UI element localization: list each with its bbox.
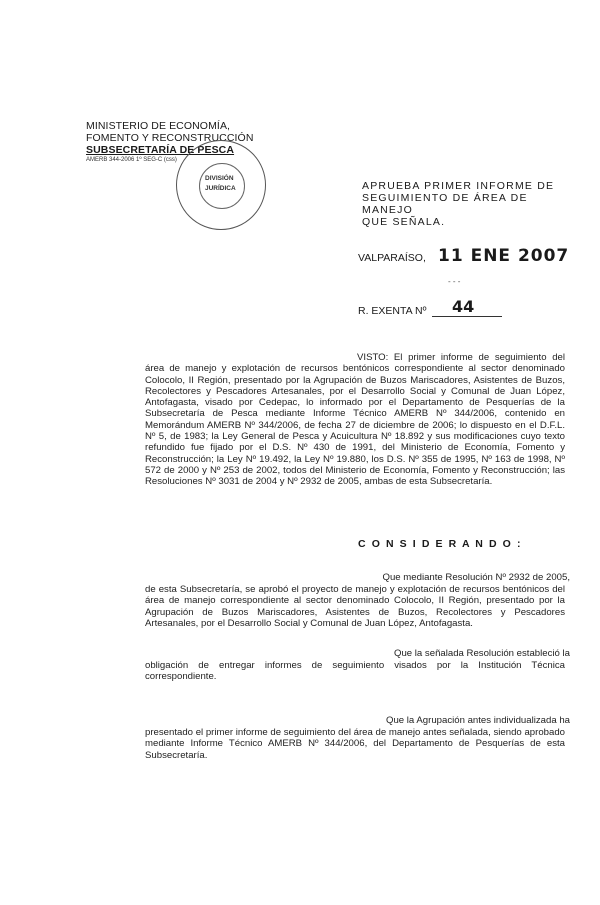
considerando-1-lead: Que mediante Resolución Nº 2932 de 2005, [382,572,570,583]
date-dash-mark: - - - [448,277,461,286]
ministry-line-1: MINISTERIO DE ECONOMÍA, [86,120,231,132]
title-line-3: QUE SEÑALA. [362,216,446,228]
considerando-2-lead: Que la señalada Resolución estableció la [394,648,570,659]
division-juridica-stamp [176,140,266,230]
resolution-title [362,180,562,228]
ministry-line-2: FOMENTO Y RECONSTRUCCIÓN [86,132,254,144]
visto-paragraph: VISTO: El primer informe de seguimiento del área de manejo y explotación de recursos bentónicos correspondiente al sector denominado Colocolo, II Región, presentado por la Agrupación de Buzos Mariscadores, Asistentes de Buzos, Recolectores y Pescadores Artesanales, por el Desarrollo Social y Comunal de Juan López, Antofagasta, visado por Cedepac, lo informado por el Departamento de Pesquerías de la Subsecretaría de Pesca mediante Informe Técnico AMERB Nº 344/2006, contenido en Memorándum AMERB Nº 344/2006, de fecha 27 de diciembre de 2006; lo dispuesto en el D.F.L. Nº 5, de 1983; la Ley General de Pesca y Acuicultura Nº 18.892 y sus modificaciones cuyo texto refundido fue fijado por el D.S. Nº 430 de 1991, del Ministerio de Economía, Fomento y Reconstrucción; la Ley Nº 19.492, la Ley Nº 19.880, los D.S. Nº 355 de 1995, Nº 163 de 1998, Nº 572 de 2000 y Nº 253 de 2002, todos del Ministerio de Economía, Fomento y Reconstrucción; las Resoluciones Nº 3031 de 2004 y Nº 2932 de 2005, ambas de esta Subsecretaría. [145,352,565,488]
resolution-label: R. EXENTA Nº [358,305,427,317]
considerando-1-body: de esta Subsecretaría, se aprobó el proyecto de manejo y explotación de recursos bentónicos del área de manejo correspondiente al sector denominado Colocolo, II Región, presentado por la Agrupación de Buzos Mariscadores, Asistentes de Buzos, Recolectores y Pescadores Artesanales, por el Desarrollo Social y Comunal de Juan López, Antofagasta. [145,584,565,629]
place-label: VALPARAÍSO, [358,252,426,264]
title-line-2: SEGUIMIENTO DE ÁREA DE MANEJO [362,192,528,216]
handwritten-date: 11 ENE 2007 [438,246,570,266]
considerando-2-body: obligación de entregar informes de seguimiento visados por la Institución Técnica correspondiente. [145,660,565,683]
considerando-3-lead: Que la Agrupación antes individualizada ha [385,715,570,726]
ministry-line-3: SUBSECRETARÍA DE PESCA [86,144,235,156]
resolution-number-line [432,316,502,317]
stamp-text-line-2: JURÍDICA [205,185,236,192]
stamp-text-line-1: DIVISIÓN [205,175,234,182]
resolution-number: 44 [452,297,475,316]
file-reference: AMERB 344-2006 1º SEG-C (css) [86,157,177,163]
considerando-heading: C O N S I D E R A N D O : [358,538,523,550]
considerando-3-body: presentado el primer informe de seguimiento del área de manejo antes señalada, siendo aprobado mediante Informe Técnico AMERB Nº 344/2006, del Departamento de Pesquerías de esta Subsecretaría. [145,727,565,761]
title-line-1: APRUEBA PRIMER INFORME DE [362,180,555,192]
